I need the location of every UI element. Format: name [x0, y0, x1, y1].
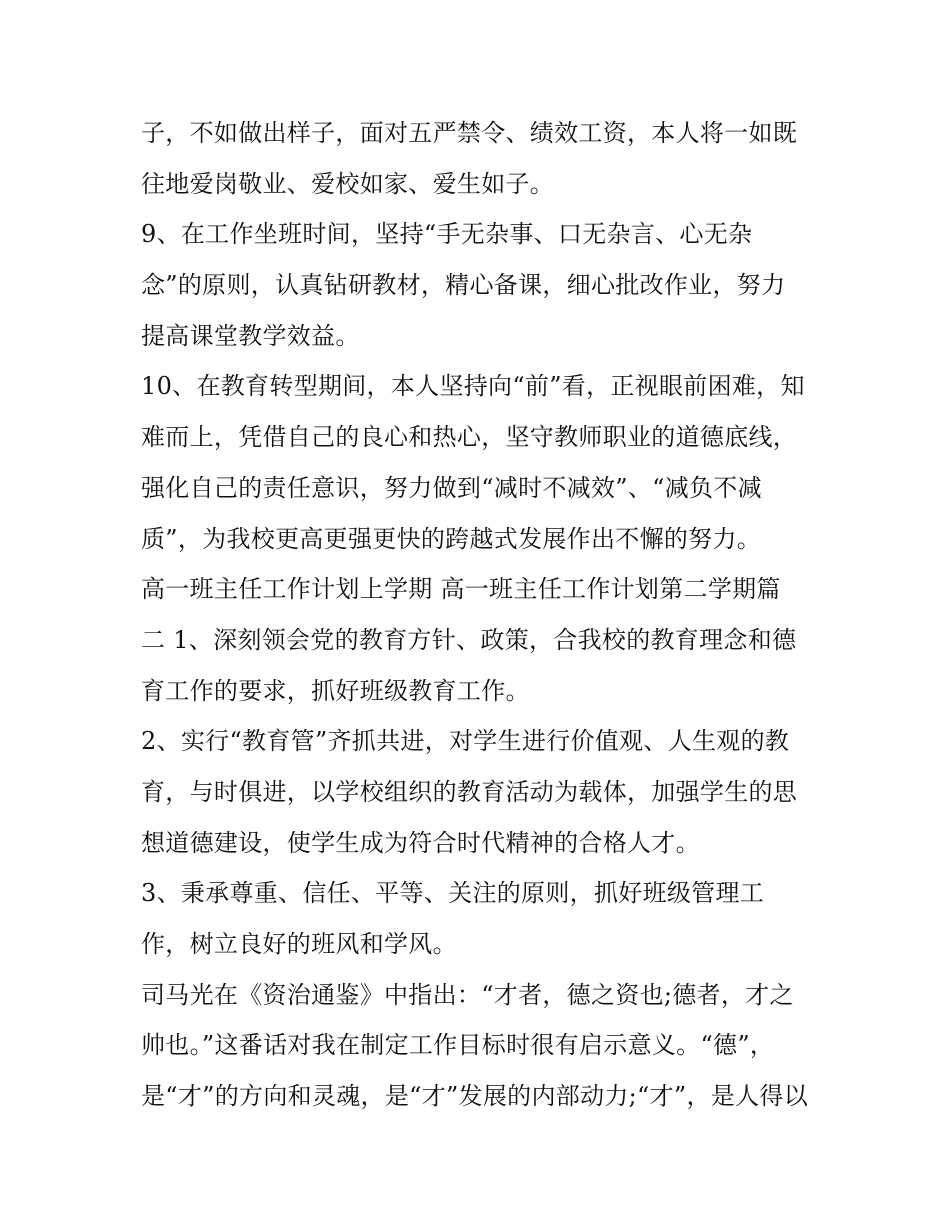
text-line: 质”，为我校更高更强更快的跨越式发展作出不懈的努力。: [141, 524, 762, 553]
text-line: 是“才”的方向和灵魂，是“才”发展的内部动力;“才”，是人得以: [141, 1082, 809, 1111]
text-line: 9、在工作坐班时间，坚持“手无杂事、口无杂言、心无杂: [141, 220, 753, 249]
text-line: 作，树立良好的班风和学风。: [141, 930, 457, 958]
text-line: 育工作的要求，抓好班级教育工作。: [141, 676, 530, 705]
text-line: 难而上，凭借自己的良心和热心，坚守教师职业的道德底线，: [141, 423, 798, 452]
text-line: 帅也。”这番话对我在制定工作目标时很有启示意义。“德”，: [141, 1031, 775, 1060]
text-line: 往地爱岗敬业、爱校如家、爱生如子。: [141, 169, 555, 198]
text-line: 提高课堂教学效益。: [141, 321, 360, 350]
text-line: 高一班主任工作计划上学期 高一班主任工作计划第二学期篇: [141, 575, 781, 604]
text-line: 司马光在《资治通鉴》中指出：“才者，德之资也;德者，才之: [141, 980, 794, 1009]
text-line: 强化自己的责任意识，努力做到“减时不减效”、“减负不减: [141, 473, 762, 502]
text-line: 念”的原则，认真钻研教材，精心备课，细心批改作业，努力: [141, 271, 786, 300]
text-line: 3、秉承尊重、信任、平等、关注的原则，抓好班级管理工: [141, 879, 765, 908]
text-line: 2、实行“教育管”齐抓共进，对学生进行价值观、人生观的教: [141, 727, 790, 756]
text-line: 想道德建设，使学生成为符合时代精神的合格人才。: [141, 828, 700, 857]
text-line: 子，不如做出样子，面对五严禁令、绩效工资，本人将一如既: [141, 119, 798, 147]
text-line: 二 1、深刻领会党的教育方针、政策，合我校的教育理念和德: [141, 625, 797, 654]
text-line: 10、在教育转型期间，本人坚持向“前”看，正视眼前困难，知: [141, 372, 805, 401]
text-line: 育，与时俱进，以学校组织的教育活动为载体，加强学生的思: [141, 777, 798, 806]
document-body: [141, 108, 841, 1122]
